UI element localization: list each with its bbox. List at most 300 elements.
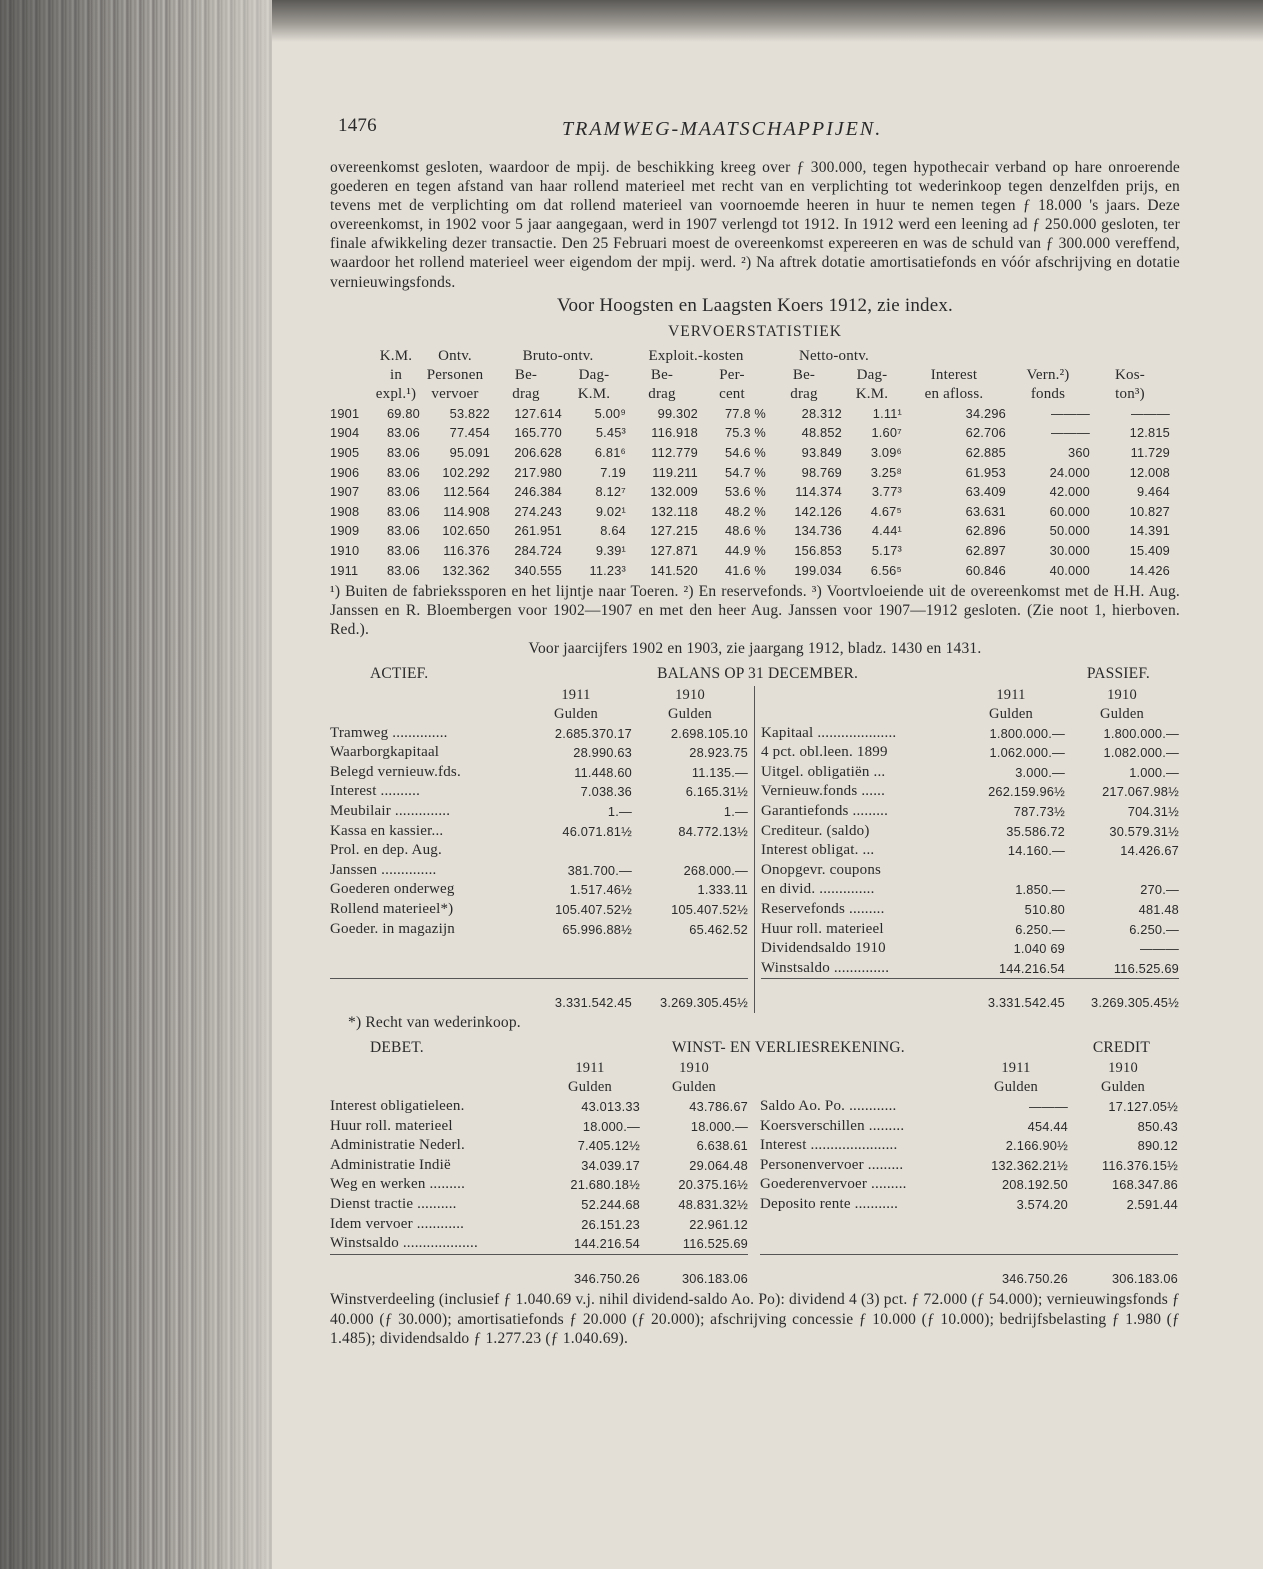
stats-cell: 42.000 [1049,484,1090,500]
total-1911: 346.750.26 [540,1254,640,1288]
stats-cell: 53.822 [449,405,490,421]
stats-header-row [330,366,1170,385]
actief-value-1911: 11.448.60 [574,764,632,780]
debet-row [330,1117,748,1137]
stats-cell: 62.885 [965,444,1006,460]
debet-row [330,1215,748,1235]
balance-sheet [330,686,1180,1013]
stats-cell: 54.6 % [724,444,766,460]
stats-cell: 102.292 [442,464,490,480]
unit-header: Gulden [554,705,598,722]
page-header [330,110,1180,158]
actief-value-1910: 84.772.13½ [678,823,748,839]
stats-column-header: Personen [426,366,484,383]
actief-value-1911: 46.071.81½ [562,823,632,839]
passief-year-row [761,686,1179,705]
actief-value-1911 [520,841,632,861]
stats-cell: 60.846 [965,562,1006,578]
stats-column-header: K.M. [855,385,889,402]
stats-year: 1901 [330,405,360,421]
passief-row [761,920,1179,940]
stats-cell: 11.729 [1130,444,1170,460]
total-1910: 3.269.305.45½ [632,979,748,1013]
stats-title: VERVOERSTATISTIEK [668,322,842,340]
stats-cell: ——— [1131,405,1170,421]
scan-top-shadow [272,0,1263,42]
passief-value-1911: 14.160.— [1007,843,1065,859]
total-1911: 3.331.542.45 [520,979,632,1013]
credit-value-1910: 116.376.15½ [1102,1157,1178,1173]
stats-cell: 10.827 [1129,503,1170,519]
passief-value-1910: 6.250.— [1129,921,1179,937]
debet-value-1910: 20.375.16½ [678,1177,748,1193]
passief-label: PASSIEF. [1086,665,1150,683]
credit-row [760,1097,1178,1117]
passief-row [761,763,1179,783]
actief-row [330,920,748,940]
passief-row [761,959,1179,979]
stats-cell: 114.374 [795,484,842,500]
stats-row [330,502,1170,522]
actief-label: ACTIEF. [370,665,429,683]
debet-value-1911: 43.013.33 [581,1099,640,1115]
actief-value-1910: 28.923.75 [689,745,748,761]
stats-cell: 141.520 [650,562,698,578]
total-1910: 306.183.06 [640,1254,748,1288]
page-number: 1476 [338,115,377,136]
stats-cell: 63.631 [965,503,1006,519]
stats-cell: 165.770 [514,425,562,441]
passief-item-label: Huur roll. materieel [761,920,884,937]
passief-value-1910: 1.000.— [1129,764,1179,780]
stats-cell: 41.6 % [724,562,766,578]
stats-cell: 54.7 % [724,464,766,480]
stats-year: 1904 [330,425,360,441]
actief-value-1911: 2.685.370.17 [554,725,632,741]
passief-value-1910: 1.800.000.— [1103,725,1179,741]
stats-column-header: expl.¹) [375,385,417,402]
debet-value-1911: 144.216.54 [573,1236,640,1252]
stats-cell: 48.852 [801,425,842,441]
credit-row [760,1175,1178,1195]
stats-cell: 44.9 % [724,542,766,558]
actief-value-1910: 1.333.11 [697,882,748,898]
debet-item-label: Interest obligatieleen. [330,1098,465,1115]
year-header: 1910 [679,1060,709,1077]
actief-value-1910: 11.135.— [691,764,748,780]
stats-cell: 83.06 [386,503,420,519]
stats-year: 1910 [330,542,360,558]
passief-value-1911 [957,861,1065,881]
stats-column-header: vervoer [431,385,479,402]
passief-item-label: Dividendsaldo 1910 [761,940,886,957]
unit-header: Gulden [994,1079,1038,1096]
credit-value-1911: 454.44 [1027,1118,1068,1134]
year-header: 1910 [675,686,705,703]
debet-row [330,1136,748,1156]
stats-group-header: Ontv. [438,347,472,364]
stats-header-row [330,347,1170,366]
stats-cell: 53.6 % [724,484,766,500]
actief-table [330,686,748,1013]
debet-totals-row [330,1254,748,1288]
stats-cell: 3.77³ [871,484,902,500]
stats-column-header: en afloss. [924,385,984,402]
stats-cell: 261.951 [514,523,562,539]
debet-row [330,1175,748,1195]
actief-value-1910: 268.000.— [683,862,748,878]
stats-cell: 28.312 [801,405,842,421]
page-edge-shadow [0,0,272,1569]
credit-label: CREDIT [1092,1038,1150,1056]
passief-row [761,861,1179,881]
passief-value-1910: 30.579.31½ [1109,823,1179,839]
stats-cell: 1.60⁷ [871,425,902,441]
stats-cell: 8.12⁷ [595,484,626,500]
actief-value-1911: 105.407.52½ [555,901,632,917]
stats-cell: 119.211 [652,464,698,480]
credit-item-label: Saldo Ao. Po. ............ [760,1098,897,1115]
stats-cell: 6.81⁶ [594,444,626,460]
actief-item-label: Meubilair .............. [330,802,451,819]
stats-cell: 8.64 [600,523,626,539]
stats-column-header: K.M. [577,385,611,402]
stats-row [330,463,1170,483]
passief-item-label: Interest obligat. ... [761,842,875,859]
debet-row [330,1097,748,1117]
stats-cell: 83.06 [386,484,420,500]
year-header: 1911 [1001,1060,1031,1077]
intro-paragraph: overeenkomst gesloten, waardoor de mpij. de beschikking kreeg over ƒ 300.000, tegen hypothecair verband op hare onroerende goederen en tegen afstand van haar rollend materieel met recht van en verplichting tot wederinkoop tegen denzelfden prijs, en tevens met de verplichting om dat rollend materieel van voornoemde heeren in huur te nemen tegen ƒ 18.000 's jaars. Deze overeenkomst, in 1902 voor 5 jaar aangegaan, werd in 1907 verlengd tot 1912. In 1912 werd een leening ad ƒ 250.000 gesloten, ter finale afwikkeling dezer transactie. Den 25 Februari moest de overeenkomst expereeren en was de schuld van ƒ 300.000 vereffend, waardoor het rollend materieel weer eigendom der mpij. werd. ²) Na aftrek dotatie amortisatiefonds en vóór afschrijving en dotatie vernieuwingsfonds. [330,159,1180,291]
stats-cell: 1.11¹ [872,405,902,421]
stats-group-header: Exploit.-kosten [648,347,744,364]
debet-item-label: Dienst tractie .......... [330,1196,457,1213]
unit-header: Gulden [668,705,712,722]
actief-row [330,763,748,783]
passief-value-1910: 14.426.67 [1120,843,1179,859]
passief-value-1910 [1065,861,1179,881]
stats-cell: 7.19 [600,464,626,480]
stats-cell: 9.02¹ [595,503,626,519]
stats-cell: 3.25⁸ [870,464,902,480]
passief-value-1910: 217.067.98½ [1102,784,1179,800]
passief-item-label: Winstsaldo .............. [761,959,890,976]
stats-column-header: drag [790,385,818,402]
transport-statistics-table [330,347,1170,580]
stats-column-header: cent [719,385,745,402]
stats-cell: 102.650 [442,523,490,539]
actief-row [330,880,748,900]
stats-row [330,561,1170,581]
stats-cell: ——— [1051,405,1090,421]
actief-row [330,782,748,802]
stats-column-header: Vern.²) [1026,366,1070,383]
stats-cell: 340.555 [514,562,562,578]
stats-cell: 134.736 [794,523,842,539]
credit-value-1910: 2.591.44 [1126,1197,1178,1213]
passief-row [761,743,1179,763]
stats-row [330,541,1170,561]
actief-value-1910 [632,841,748,861]
credit-value-1911: 208.192.50 [1001,1177,1068,1193]
stats-cell: 62.896 [965,523,1006,539]
unit-header: Gulden [1101,1079,1145,1096]
passief-value-1911: 787.73½ [1013,803,1065,819]
balance-header [330,664,1180,683]
stats-year: 1908 [330,503,360,519]
passief-value-1910: ——— [1140,941,1179,957]
actief-value-1911: 28.990.63 [573,745,632,761]
stats-column-header: Per- [719,366,745,383]
passief-value-1911: 6.250.— [1015,921,1065,937]
debet-item-label: Administratie Indië [330,1156,451,1173]
stats-footnote: ¹) Buiten de fabriekssporen en het lijntje naar Toeren. ²) En reservefonds. ³) Voortvloeiende uit de overeenkomst met de H.H. Aug. Janssen en R. Bloembergen voor 1902—1907 en met den heer Aug. Janssen voor 1907—1912 gesloten. (Zie noot 1, hierboven. Red.). [330,583,1180,639]
stats-cell: 274.243 [514,503,562,519]
stats-header-row [330,385,1170,404]
unit-header: Gulden [1100,705,1144,722]
stats-cell: 48.2 % [724,503,766,519]
debet-value-1911: 26.151.23 [581,1216,640,1232]
year-header: 1910 [1107,686,1137,703]
actief-value-1911: 381.700.— [567,862,632,878]
actief-row [330,900,748,920]
actief-value-1911: 7.038.36 [580,784,632,800]
passief-unit-row [761,705,1179,724]
stats-cell: 199.034 [794,562,842,578]
unit-header: Gulden [672,1079,716,1096]
stats-cell: 3.09⁶ [870,444,902,460]
stats-cell: 63.409 [965,484,1006,500]
actief-row [330,724,748,744]
stats-cell: 132.118 [651,503,698,519]
stats-cell: 61.953 [965,464,1006,480]
stats-column-header: drag [648,385,676,402]
debet-value-1910: 48.831.32½ [678,1197,748,1213]
stats-cell: 40.000 [1049,562,1090,578]
stats-cell: 50.000 [1049,523,1090,539]
stats-column-header: fonds [1030,385,1066,402]
total-1911: 346.750.26 [964,1254,1068,1288]
credit-value-1910: 890.12 [1137,1138,1178,1154]
stats-row [330,443,1170,463]
actief-item-label: Goeder. in magazijn [330,920,456,937]
passief-table [761,686,1179,1013]
stats-cell: 112.779 [651,444,698,460]
actief-item-label: Janssen .............. [330,861,437,878]
passief-value-1910: 270.— [1140,882,1179,898]
stats-cell: 132.362 [442,562,490,578]
stats-cell: 5.00⁹ [594,405,626,421]
credit-value-1910: 168.347.86 [1111,1177,1178,1193]
debet-value-1911: 7.405.12½ [577,1138,640,1154]
credit-row [760,1136,1178,1156]
stats-year: 1911 [330,562,359,578]
actief-item-label: Kassa en kassier... [330,822,444,839]
actief-value-1910: 2.698.105.10 [670,725,748,741]
koers-note: Voor Hoogsten en Laagsten Koers 1912, zie index. [556,294,954,316]
actief-spacer [330,939,748,979]
stats-cell: 217.980 [514,464,562,480]
passief-row [761,939,1179,959]
balance-note: *) Recht van wederinkoop. [348,1013,521,1031]
stats-cell: 83.06 [386,562,420,578]
passief-row [761,900,1179,920]
debet-value-1910: 22.961.12 [689,1216,748,1232]
stats-cell: 30.000 [1049,542,1090,558]
credit-item-label: Goederenvervoer ......... [760,1176,907,1193]
stats-cell: 77.454 [449,425,490,441]
passief-item-label: Uitgel. obligatiën ... [761,763,886,780]
stats-cell: 14.426 [1129,562,1170,578]
credit-value-1911: 2.166.90½ [1005,1138,1068,1154]
passief-value-1911: 510.80 [1024,901,1065,917]
stats-cell: 77.8 % [724,405,766,421]
passief-row [761,841,1179,861]
unit-header: Gulden [568,1079,612,1096]
passief-item-label: en divid. .............. [761,881,875,898]
stats-cell: 246.384 [514,484,562,500]
stats-group-header: Netto-ontv. [799,347,869,364]
profit-loss-account [330,1059,1180,1288]
stats-cell: 5.17³ [871,542,902,558]
actief-item-label: Belegd vernieuw.fds. [330,763,461,780]
unit-header: Gulden [989,705,1033,722]
actief-unit-row [330,705,748,724]
passief-value-1911: 262.159.96½ [988,784,1065,800]
passief-row [761,880,1179,900]
stats-cell: 116.376 [443,542,490,558]
actief-item-label: Waarborgkapitaal [330,744,440,761]
total-1911: 3.331.542.45 [957,979,1065,1013]
stats-cell: 12.008 [1129,464,1170,480]
actief-row [330,841,748,861]
debet-value-1910: 6.638.61 [696,1138,748,1154]
actief-item-label: Prol. en dep. Aug. [330,842,442,859]
stats-cell: 60.000 [1049,503,1090,519]
passief-value-1910: 481.48 [1138,901,1179,917]
actief-value-1911: 1.— [607,803,632,819]
debet-value-1911: 18.000.— [582,1118,640,1134]
stats-column-header: Be- [514,366,538,383]
stats-column-header: in [389,366,403,383]
stats-cell: 127.871 [650,542,698,558]
stats-row [330,482,1170,502]
stats-cell: 62.897 [965,542,1006,558]
actief-item-label: Goederen onderweg [330,881,455,898]
stats-cell: 127.215 [650,523,698,539]
actief-item-label: Interest .......... [330,783,421,800]
actief-value-1910: 65.462.52 [689,921,748,937]
running-title: TRAMWEG-MAATSCHAPPIJEN. [562,118,883,140]
stats-row [330,521,1170,541]
passief-value-1911: 144.216.54 [998,960,1065,976]
actief-row [330,802,748,822]
debet-value-1911: 34.039.17 [581,1157,640,1173]
stats-cell: 69.80 [386,405,420,421]
debet-row [330,1195,748,1215]
stats-row [330,423,1170,443]
stats-row [330,404,1170,424]
debet-value-1911: 21.680.18½ [570,1177,640,1193]
stats-year: 1907 [330,484,360,500]
passief-row [761,802,1179,822]
stats-cell: 11.23³ [589,562,626,578]
credit-row [760,1117,1178,1137]
debet-value-1910: 43.786.67 [689,1099,748,1115]
stats-year: 1906 [330,464,360,480]
book-page [330,110,1180,1348]
debet-item-label: Idem vervoer ............ [330,1215,465,1232]
debet-value-1910: 18.000.— [690,1118,748,1134]
debet-table [330,1059,748,1288]
stats-year: 1909 [330,523,360,539]
stats-column-header: Dag- [578,366,610,383]
passief-value-1911: 3.000.— [1015,764,1065,780]
pl-title: WINST- EN VERLIESREKENING. [671,1038,905,1056]
passief-value-1910: 116.525.69 [1113,960,1179,976]
passief-totals-row [761,979,1179,1013]
total-1910: 306.183.06 [1068,1254,1178,1288]
actief-value-1911: 65.996.88½ [562,921,632,937]
stats-cell: 114.908 [443,503,490,519]
stats-cell: 6.56⁵ [870,562,902,578]
debet-item-label: Huur roll. materieel [330,1117,453,1134]
credit-row [760,1156,1178,1176]
stats-cell: 14.391 [1129,523,1170,539]
passief-item-label: 4 pct. obl.leen. 1899 [761,744,888,761]
stats-cell: 206.628 [514,444,562,460]
credit-item-label: Deposito rente ........... [760,1196,899,1213]
stats-cell: 48.6 % [724,523,766,539]
year-header: 1911 [996,686,1026,703]
actief-totals-row [330,979,748,1013]
credit-value-1911: 3.574.20 [1016,1197,1068,1213]
winstverdeeling-paragraph: Winstverdeeling (inclusief ƒ 1.040.69 v.j. nihil dividend-saldo Ao. Po): dividend 4 (3) pct. ƒ 72.000 (ƒ 54.000); vernieuwingsfonds ƒ 40.000 (ƒ 30.000); amortisatiefonds ƒ 20.000 (ƒ 20.000); afschrijving concessie ƒ 10.000 (ƒ 10.000); bedrijfsbelasting ƒ 1.980 (ƒ 1.485); dividendsaldo ƒ 1.277.23 (ƒ 1.040.69). [330,1291,1180,1347]
stats-cell: 15.409 [1129,542,1170,558]
credit-row [760,1195,1178,1215]
passief-item-label: Onopgevr. coupons [761,861,882,878]
debet-row [330,1156,748,1176]
passief-value-1911: 1.850.— [1015,882,1065,898]
stats-cell: 132.009 [650,484,698,500]
stats-cell: 116.918 [651,425,698,441]
debet-item-label: Weg en werken ......... [330,1176,466,1193]
stats-cell: 24.000 [1049,464,1090,480]
actief-item-label: Rollend materieel*) [330,900,454,917]
actief-year-row [330,686,748,705]
passief-row [761,724,1179,744]
passief-value-1910: 1.082.000.— [1103,745,1179,761]
stats-cell: 83.06 [386,444,420,460]
debet-unit-row [330,1078,748,1097]
debet-label: DEBET. [370,1038,424,1056]
stats-column-header: Interest [930,366,978,383]
stats-cell: 83.06 [386,425,420,441]
stats-cell: 9.464 [1136,484,1170,500]
pl-header [330,1038,1180,1057]
credit-table [760,1059,1178,1288]
stats-cell: 142.126 [794,503,842,519]
stats-column-header: Be- [650,366,674,383]
stats-column-header: Be- [792,366,816,383]
stats-cell: 99.302 [657,405,698,421]
stats-cell: 83.06 [386,464,420,480]
debet-year-row [330,1059,748,1078]
passief-item-label: Reservefonds ......... [761,900,885,917]
stats-cell: 5.45³ [595,425,626,441]
actief-value-1910: 105.407.52½ [671,901,748,917]
actief-value-1910: 1.— [723,803,748,819]
